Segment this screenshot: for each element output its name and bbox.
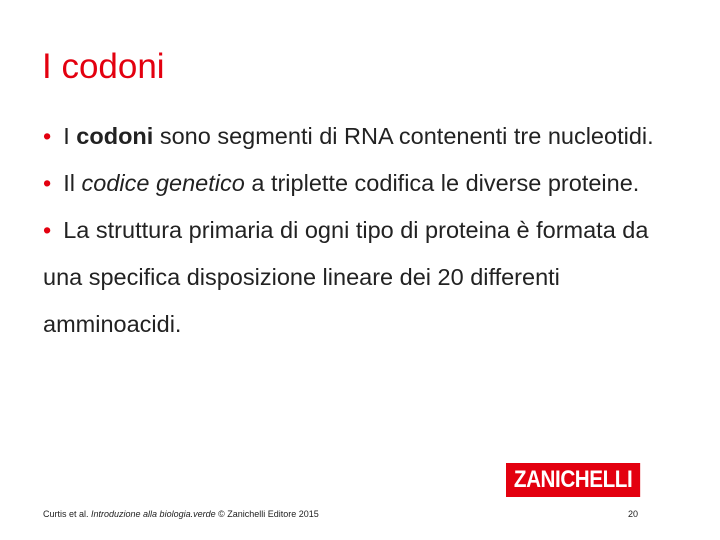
bullet-icon: • xyxy=(43,217,52,243)
slide-body xyxy=(43,113,683,348)
zanichelli-logo: ZANICHELLI xyxy=(506,463,640,497)
citation-book-title: Introduzione alla biologia.verde xyxy=(91,509,216,519)
citation-authors: Curtis et al. xyxy=(43,509,92,519)
bullet-icon: • xyxy=(43,170,52,196)
bullet-text-post: sono segmenti di RNA contenenti tre nucleotidi. xyxy=(153,123,654,149)
page-number: 20 xyxy=(628,509,639,519)
citation-publisher: © Zanichelli Editore 2015 xyxy=(215,509,319,519)
bullet-item xyxy=(43,160,683,207)
bullet-icon: • xyxy=(43,123,52,149)
bullet-text-emphasis: codoni xyxy=(76,123,154,149)
slide-title: I codoni xyxy=(42,47,165,86)
bullet-text-post: a triplette codifica le diverse proteine. xyxy=(244,170,640,196)
bullet-item xyxy=(43,207,683,348)
bullet-item xyxy=(43,113,683,160)
footer-citation xyxy=(43,508,319,520)
bullet-text-pre: Il xyxy=(63,170,82,196)
bullet-text-pre: I xyxy=(63,123,77,149)
bullet-text-emphasis: codice genetico xyxy=(81,170,245,196)
bullet-text: La struttura primaria di ogni tipo di proteina è formata da una specifica disposizione lineare dei 20 differenti amminoacidi. xyxy=(43,217,649,337)
